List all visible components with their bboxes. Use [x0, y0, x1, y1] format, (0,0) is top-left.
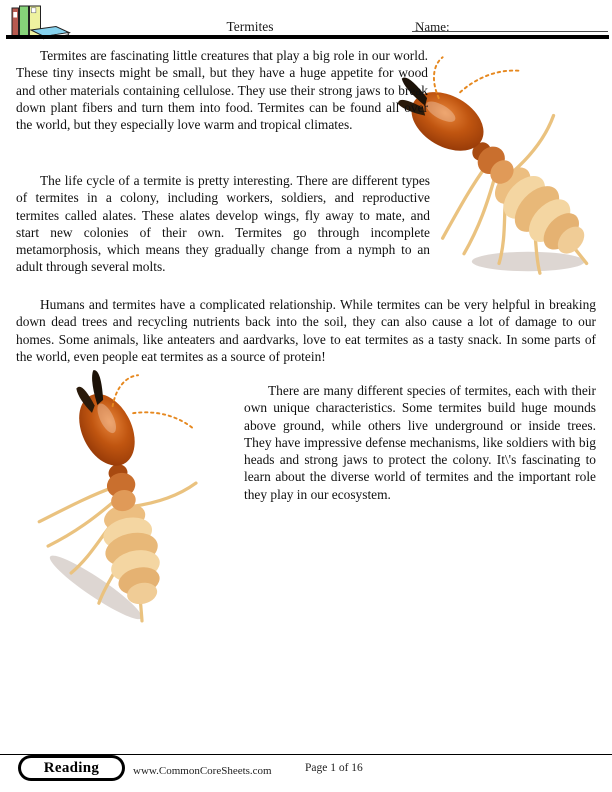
subject-badge-label: Reading	[21, 758, 123, 779]
paragraph-2: The life cycle of a termite is pretty interesting. There are different types of termites in a colony, including workers, soldiers, and reproductive termites called alates. These alates develop wings, fly away to mate, and start new colonies of their own. Termites go through incomplete metamorphosis, which means they gradually change from a nymph to an adult through several molts.	[16, 173, 430, 275]
name-blank-line[interactable]	[412, 20, 608, 32]
paragraph-4: There are many different species of termites, each with their own unique characteristics. Some termites build huge mounds above ground, while others live underground or inside trees. They have impressive defense mechanisms, like soldiers with big heads and strong jaws to protect the colony. It\'s fascinating to learn about the diverse world of termites and the important role they play in our ecosystem.	[244, 383, 596, 502]
termite-photo-left	[22, 388, 236, 616]
paragraph-3: Humans and termites have a complicated relationship. While termites can be very helpful in breaking down dead trees and recycling nutrients back into the soil, they can also cause a lot of damage to our homes. Some animals, like anteaters and aardvarks, love to eat termites as a tasty snack. In some parts of the world, even people eat termites as a source of protein!	[16, 297, 596, 364]
header-divider	[6, 35, 609, 39]
paragraph-1: Termites are fascinating little creatures that play a big role in our world. These tiny insects might be small, but they have a huge appetite for wood and other materials containing cellulose. They use their strong jaws to break down plant fibers and turn them into food. Termites can be found all over the world, but they especially love warm and tropical climates.	[16, 48, 428, 133]
website-text: www.CommonCoreSheets.com	[133, 765, 272, 777]
page-number: Page 1 of 16	[305, 762, 363, 774]
name-label: Name:	[415, 19, 450, 34]
subject-badge	[18, 755, 125, 781]
page-title: Termites	[226, 19, 274, 34]
